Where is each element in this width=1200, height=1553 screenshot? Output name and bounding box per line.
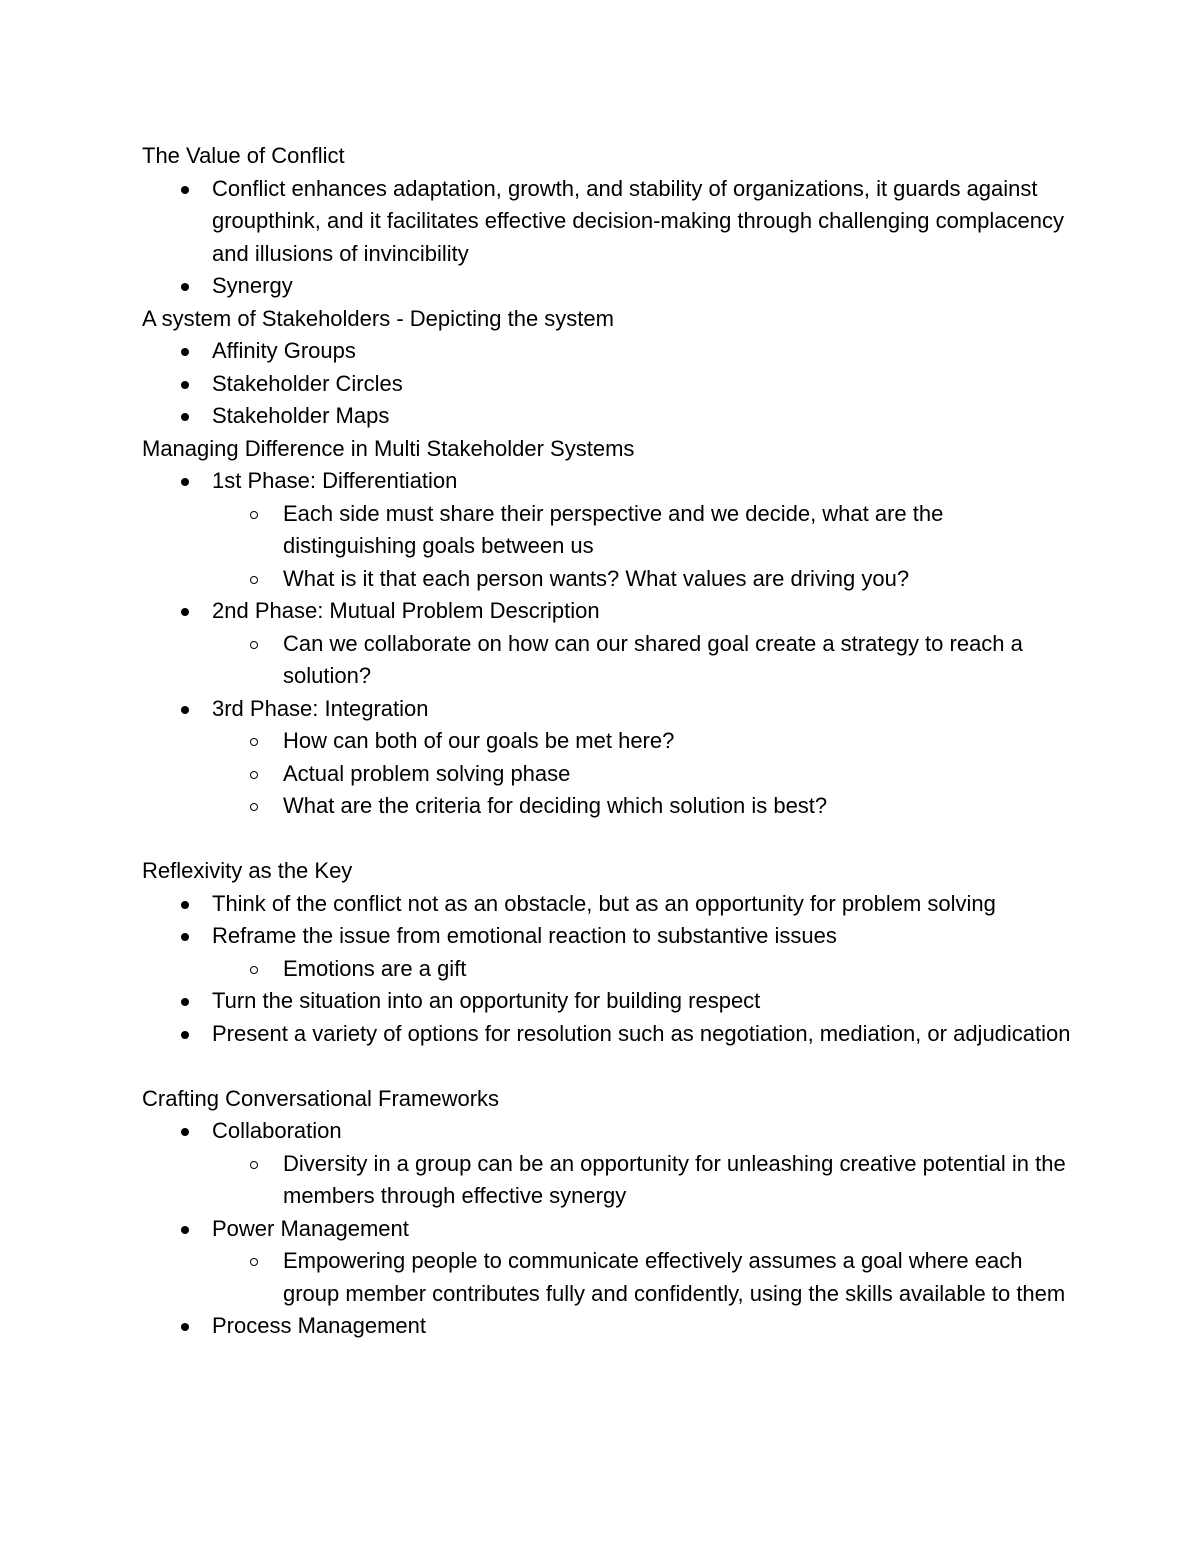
- list-item-text: Collaboration: [212, 1118, 342, 1143]
- sub-bullet-list: [212, 498, 1072, 596]
- list-item-text: Process Management: [212, 1313, 426, 1338]
- bullet-disc-icon: [181, 1323, 189, 1331]
- list-item: [142, 1115, 1072, 1148]
- sub-list-item-text: What are the criteria for deciding which solution is best?: [283, 793, 828, 818]
- list-item: [142, 400, 1072, 433]
- bullet-disc-icon: [181, 608, 189, 616]
- sub-list-item: [212, 628, 1072, 693]
- bullet-list: [142, 465, 1072, 823]
- sub-list-item: [212, 790, 1072, 823]
- sub-bullet-list: [212, 725, 1072, 823]
- list-item: [142, 368, 1072, 401]
- sub-list-item: [212, 953, 1072, 986]
- sub-list-item-text: Diversity in a group can be an opportunity for unleashing creative potential in the members through effective synergy: [283, 1150, 1066, 1208]
- sub-list-container: [142, 1148, 1072, 1213]
- list-item-text: 3rd Phase: Integration: [212, 695, 429, 721]
- sub-list-item: [212, 1245, 1072, 1310]
- bullet-circle-icon: [250, 1258, 258, 1266]
- list-item: [142, 465, 1072, 498]
- sub-list-container: [142, 1245, 1072, 1310]
- list-item: [142, 173, 1072, 271]
- sub-list-item-text: Each side must share their perspective and we decide, what are the distinguishing goals between us: [283, 500, 944, 558]
- list-item: [142, 335, 1072, 368]
- list-item-text: Conflict enhances adaptation, growth, and stability of organizations, it guards against groupthink, and it facilitates effective decision-making through challenging complacency and illusions of invincibility: [212, 175, 1064, 266]
- sub-list-item: [212, 725, 1072, 758]
- sub-bullet-list: [212, 1148, 1072, 1213]
- list-item: [142, 920, 1072, 953]
- sub-list-item-text: Can we collaborate on how can our shared goal create a strategy to reach a solution?: [283, 630, 1023, 688]
- bullet-disc-icon: [181, 706, 189, 714]
- list-item: [142, 985, 1072, 1018]
- list-item-text: Synergy: [212, 273, 293, 298]
- sub-list-container: [142, 628, 1072, 693]
- sub-bullet-list: [212, 1245, 1072, 1310]
- bullet-disc-icon: [181, 186, 189, 194]
- list-item: [142, 1018, 1072, 1051]
- sub-list-item: [212, 498, 1072, 563]
- section-heading: Managing Difference in Multi Stakeholder Systems: [142, 435, 635, 461]
- section-heading: Reflexivity as the Key: [142, 858, 353, 883]
- list-item: [142, 693, 1072, 726]
- bullet-disc-icon: [181, 933, 189, 941]
- list-item-text: Stakeholder Maps: [212, 403, 390, 428]
- sub-list-item-text: Actual problem solving phase: [283, 760, 571, 786]
- bullet-circle-icon: [250, 771, 258, 779]
- sub-list-item-text: Emotions are a gift: [283, 955, 467, 981]
- section-heading: Crafting Conversational Frameworks: [142, 1085, 500, 1111]
- list-item: [142, 1310, 1072, 1343]
- sub-list-container: [142, 498, 1072, 596]
- blank-line: [142, 1050, 1072, 1083]
- sub-list-item: [212, 563, 1072, 596]
- bullet-list: [142, 1115, 1072, 1343]
- list-item-text: Reframe the issue from emotional reaction to substantive issues: [212, 923, 837, 948]
- list-item-text: Stakeholder Circles: [212, 370, 403, 396]
- sub-list-container: [142, 953, 1072, 986]
- bullet-circle-icon: [250, 738, 258, 746]
- list-item-text: Think of the conflict not as an obstacle, but as an opportunity for problem solving: [212, 890, 996, 916]
- bullet-circle-icon: [250, 966, 258, 974]
- list-item-text: 2nd Phase: Mutual Problem Description: [212, 598, 600, 623]
- bullet-disc-icon: [181, 348, 189, 356]
- bullet-circle-icon: [250, 803, 258, 811]
- blank-line: [142, 823, 1072, 856]
- sub-list-container: [142, 725, 1072, 823]
- section-heading: A system of Stakeholders - Depicting the system: [142, 305, 614, 331]
- list-item-text: Present a variety of options for resolution such as negotiation, mediation, or adjudication: [212, 1020, 1071, 1046]
- sub-list-item: [212, 1148, 1072, 1213]
- bullet-circle-icon: [250, 1161, 258, 1169]
- sub-list-item-text: What is it that each person wants? What values are driving you?: [283, 565, 910, 591]
- sub-list-item-text: Empowering people to communicate effectively assumes a goal where each group member contributes fully and confidently, using the skills available to them: [283, 1248, 1066, 1306]
- sub-list-item: [212, 758, 1072, 791]
- bullet-list: [142, 335, 1072, 433]
- bullet-disc-icon: [181, 998, 189, 1006]
- bullet-disc-icon: [181, 901, 189, 909]
- bullet-disc-icon: [181, 1031, 189, 1039]
- bullet-disc-icon: [181, 478, 189, 486]
- bullet-disc-icon: [181, 1128, 189, 1136]
- bullet-list: [142, 888, 1072, 1051]
- list-item-text: Power Management: [212, 1215, 409, 1241]
- section-heading: The Value of Conflict: [142, 143, 345, 168]
- bullet-circle-icon: [250, 641, 258, 649]
- bullet-circle-icon: [250, 576, 258, 584]
- list-item: [142, 595, 1072, 628]
- list-item: [142, 270, 1072, 303]
- document-body: [142, 140, 1072, 1343]
- bullet-list: [142, 173, 1072, 303]
- sub-bullet-list: [212, 628, 1072, 693]
- list-item: [142, 888, 1072, 921]
- bullet-disc-icon: [181, 381, 189, 389]
- list-item-text: Turn the situation into an opportunity for building respect: [212, 988, 761, 1013]
- bullet-disc-icon: [181, 413, 189, 421]
- sub-list-item-text: How can both of our goals be met here?: [283, 728, 675, 753]
- bullet-disc-icon: [181, 1226, 189, 1234]
- list-item: [142, 1213, 1072, 1246]
- list-item-text: Affinity Groups: [212, 338, 356, 363]
- sub-bullet-list: [212, 953, 1072, 986]
- list-item-text: 1st Phase: Differentiation: [212, 468, 458, 493]
- bullet-circle-icon: [250, 511, 258, 519]
- bullet-disc-icon: [181, 283, 189, 291]
